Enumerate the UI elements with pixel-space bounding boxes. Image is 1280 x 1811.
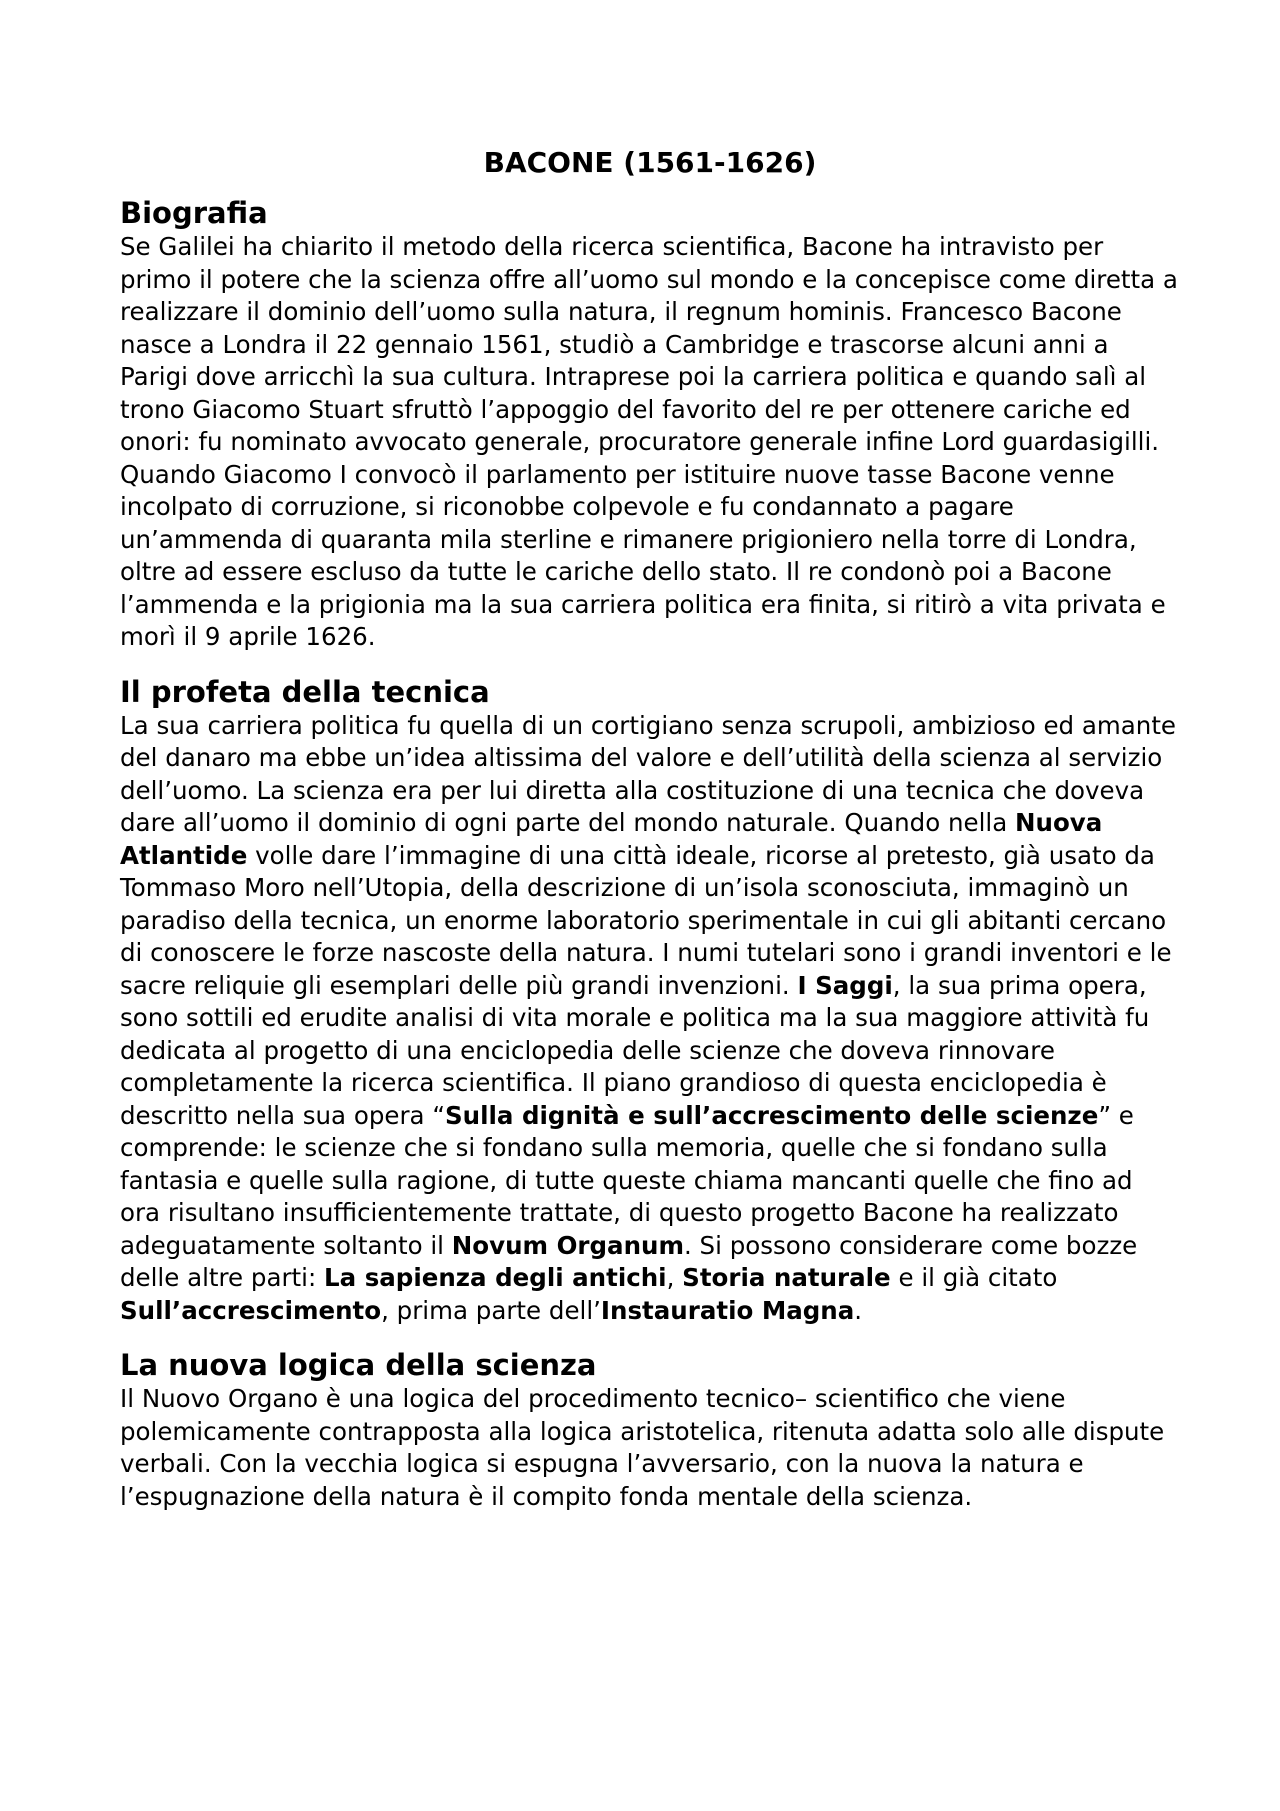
section-heading-profeta-tecnica: Il profeta della tecnica: [120, 674, 490, 709]
section-heading-biografia: Biografia: [120, 196, 268, 230]
section-heading-nuova-logica: La nuova logica della scienza: [120, 1348, 597, 1382]
section-paragraph-nuova-logica: [120, 1383, 1180, 1513]
text-run: ,: [666, 1263, 683, 1292]
text-run: La sua carriera politica fu quella di un cortigiano senza scrupoli, ambizioso ed amante del danaro ma ebbe un’idea altissima del valore e dell’utilità della scienza al servizio dell’uomo. La scienza era per lui diretta alla costituzione di una tecnica che doveva dare all’uomo il dominio di ogni parte del mondo naturale. Quando nella: [120, 710, 1177, 837]
text-run: ” e comprende: le scienze che si fondano sulla memoria, quelle che si fondano sulla fantasia e quelle sulla ragione, di tutte queste chiama mancanti quelle che fino ad ora risultano insufficientemente trattate, di questo progetto Bacone ha realizzato adeguatamente soltanto il: [120, 1100, 1134, 1260]
bold-text-run: La sapienza degli antichi: [324, 1263, 667, 1292]
text-run: , prima parte dell’: [381, 1295, 601, 1325]
bold-text-run: Novum Organum: [451, 1230, 684, 1260]
document-title: BACONE (1561-1626): [483, 146, 817, 179]
text-run: volle dare l’immagine di una città ideale, ricorse al pretesto, già usato da Tommaso Moro nell’Utopia, della descrizione di un’isola sconosciuta, immaginò un paradiso della tecnica, un enorme laboratorio sperimentale in cui gli abitanti cercano di conoscere le forze nascoste della natura. I numi tutelari sono i grandi inventori e le sacre reliquie gli esemplari delle più grandi invenzioni.: [120, 840, 1172, 1000]
document-page: [120, 145, 1180, 1533]
bold-text-run: Sulla dignità e sull’accrescimento delle scienze: [445, 1100, 1099, 1130]
bold-text-run: Nuova Atlantide: [120, 808, 1103, 870]
bold-text-run: Instauratio Magna: [600, 1295, 855, 1325]
text-run: e il già citato: [890, 1263, 1058, 1292]
bold-text-run: Sull’accrescimento: [120, 1295, 382, 1325]
section-paragraph-biografia: [120, 231, 1180, 654]
text-run: . Si possono considerare come bozze delle altre parti:: [120, 1230, 1138, 1292]
bold-text-run: Storia naturale: [682, 1263, 891, 1292]
text-run: Se Galilei ha chiarito il metodo della ricerca scientifica, Bacone ha intravisto per primo il potere che la scienza offre all’uomo sul mondo e la concepisce come diretta a realizzare il dominio dell’uomo sulla natura, il regnum hominis. Francesco Bacone nasce a Londra il 22 gennaio 1561, studiò a Cambridge e trascorse alcuni anni a Parigi dove arricchì la sua cultura. Intraprese poi la carriera politica e quando salì al trono Giacomo Stuart sfruttò l’appoggio del favorito del re per ottenere cariche ed onori: fu nominato avvocato generale, procuratore generale infine Lord guardasigilli. Quando Giacomo I convocò il parlamento per istituire nuove tasse Bacone venne incolpato di corruzione, si riconobbe colpevole e fu condannato a pagare un’ammenda di quaranta mila sterline e rimanere prigioniero nella torre di Londra, oltre ad essere escluso da tutte le cariche dello stato. Il re condonò poi a Bacone l’ammenda e la prigionia ma la sua carriera politica era finita, si ritirò a vita privata e morì il 9 aprile 1626.: [120, 232, 1178, 651]
text-run: .: [854, 1295, 863, 1325]
text-run: , la sua prima opera, sono sottili ed erudite analisi di vita morale e politica ma la sua maggiore attività fu dedicata al progetto di una enciclopedia delle scienze che doveva rinnovare completamente la ricerca scientifica. Il piano grandioso di questa enciclopedia è descritto nella sua opera “: [120, 970, 1150, 1130]
text-run: Il Nuovo Organo è una logica del procedimento tecnico– scientifico che viene polemicamente contrapposta alla logica aristotelica, ritenuta adatta solo alle dispute verbali. Con la vecchia logica si espugna l’avversario, con la nuova la natura e l’espugnazione della natura è il compito fonda mentale della scienza.: [120, 1384, 1165, 1511]
bold-text-run: I Saggi: [797, 970, 893, 1000]
section-paragraph-profeta-tecnica: [120, 710, 1180, 1328]
